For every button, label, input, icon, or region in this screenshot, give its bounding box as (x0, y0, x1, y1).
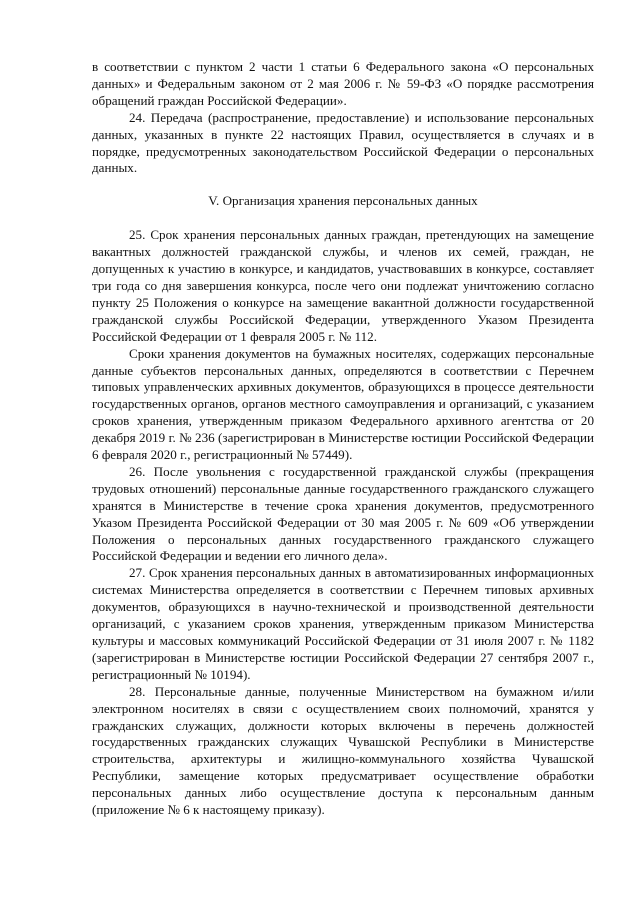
paragraph-24: 24. Передача (распространение, предоставление) и использование персональных данных, указанных в пункте 22 настоящих Правил, осуществляется в случаях и в порядке, предусмотренных законодательством Российской Федерации о персональных данных. (92, 109, 594, 176)
paragraph-28: 28. Персональные данные, полученные Министерством на бумажном и/или электронном носителях в связи с осуществлением своих полномочий, хранятся у гражданских служащих, должности которых включены в перечень должностей государственных гражданских служащих Чувашской Республики в Министерстве строительства, архитектуры и жилищно-коммунального хозяйства Чувашской Республики, замещение которых предусматривает осуществление обработки персональных данных либо осуществление доступа к персональным данным (приложение № 6 к настоящему приказу). (92, 683, 594, 818)
paragraph-27: 27. Срок хранения персональных данных в автоматизированных информационных системах Министерства определяется в соответствии с Перечнем типовых архивных документов, образующихся в научно-технической и производственной деятельности организаций, с указанием сроков хранения, утвержденным приказом Министерства культуры и массовых коммуникаций Российской Федерации от 31 июля 2007 г. № 1182 (зарегистрирован в Министерстве юстиции Российской Федерации 27 сентября 2007 г., регистрационный № 10194). (92, 565, 594, 682)
paragraph-26: 26. После увольнения с государственной гражданской службы (прекращения трудовых отношений) персональные данные государственного гражданского служащего хранятся в Министерстве в течение срока хранения документов, предусмотренного Указом Президента Российской Федерации от 30 мая 2005 г. № 609 «Об утверждении Положения о персональных данных государственного гражданского служащего Российской Федерации и ведении его личного дела». (92, 463, 594, 564)
paragraph-25-storage-terms: Сроки хранения документов на бумажных носителях, содержащих персональные данные субъектов персональных данных, определяются в соответствии с Перечнем типовых управленческих архивных документов, образующихся в процессе деятельности государственных органов, органов местного самоуправления и организаций, с указанием сроков хранения, утвержденным приказом Федерального архивного агентства от 20 декабря 2019 г. № 236 (зарегистрирован в Министерстве юстиции Российской Федерации 6 февраля 2020 г., регистрационный № 57449). (92, 345, 594, 463)
document-page (92, 59, 594, 819)
section-heading: V. Организация хранения персональных данных (208, 193, 478, 209)
paragraph-continuation: в соответствии с пунктом 2 части 1 статьи 6 Федерального закона «О персональных данных» и Федеральным законом от 2 мая 2006 г. № 59-ФЗ «О порядке рассмотрения обращений граждан Российской Федерации». (92, 59, 594, 108)
paragraph-25: 25. Срок хранения персональных данных граждан, претендующих на замещение вакантных должностей гражданской службы, и членов их семей, граждан, не допущенных к участию в конкурсе, и кандидатов, участвовавших в конкурсе, составляет три года со дня завершения конкурса, после чего они подлежат уничтожению согласно пункту 25 Положения о конкурсе на замещение вакантной должности государственной гражданской службы Российской Федерации, утвержденного Указом Президента Российской Федерации от 1 февраля 2005 г. № 112. (92, 227, 594, 344)
